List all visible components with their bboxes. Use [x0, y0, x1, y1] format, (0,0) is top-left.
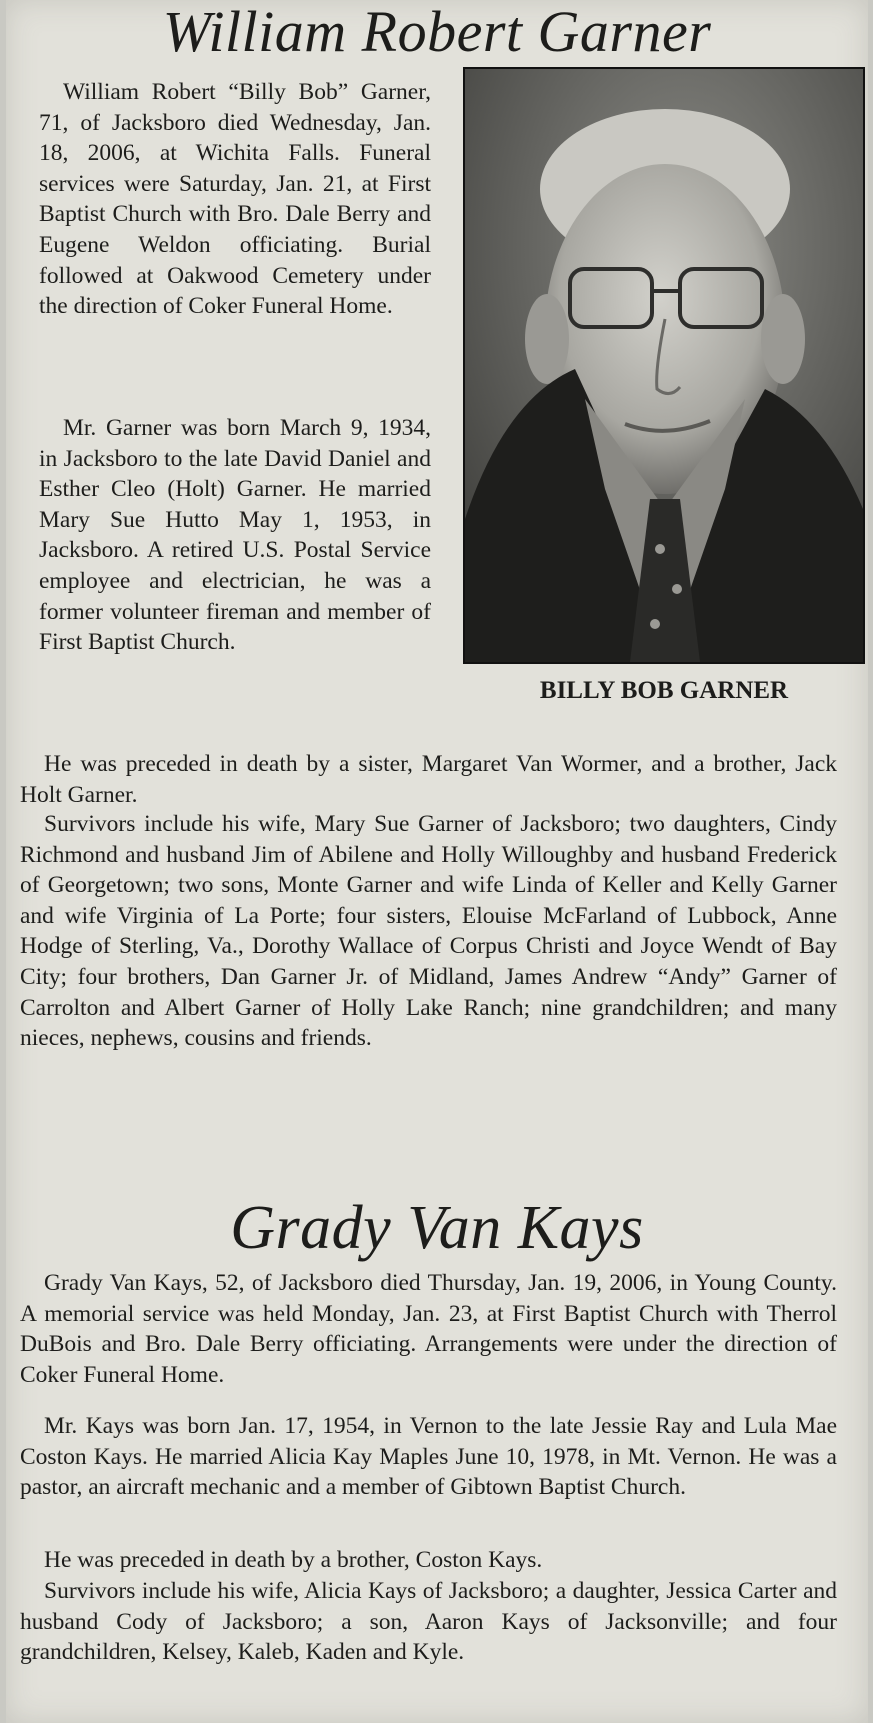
obituary-2-headline: Grady Van Kays	[230, 1194, 644, 1262]
obituary-1-paragraph: William Robert “Billy Bob” Garner, 71, of Jacksboro died Wednesday, Jan. 18, 2006, at Wichita Falls. Funeral services were Saturday, Jan. 21, at First Baptist Church with Bro. Dale Berry and Eugene Weldon officiating. Burial followed at Oakwood Cemetery under the direction of Coker Funeral Home.	[39, 79, 431, 320]
obituary-1-paragraph: Mr. Garner was born March 9, 1934, in Jacksboro to the late David Daniel and Esther Cleo (Holt) Garner. He married Mary Sue Hutto May 1, 1953, in Jacksboro. A retired U.S. Postal Service employee and electrician, he was a former volunteer fireman and member of First Baptist Church.	[39, 415, 431, 656]
obituary-2-paragraph: Grady Van Kays, 52, of Jacksboro died Thursday, Jan. 19, 2006, in Young County. A memorial service was held Monday, Jan. 23, at First Baptist Church with Therrol DuBois and Bro. Dale Berry officiating. Arrangements were under the direction of Coker Funeral Home.	[20, 1270, 837, 1388]
photo-caption: BILLY BOB GARNER	[539, 677, 789, 704]
obituary-1-paragraph: He was preceded in death by a sister, Margaret Van Wormer, and a brother, Jack Holt Garner.	[20, 751, 837, 808]
portrait-image	[465, 69, 863, 662]
obituary-1-paragraph: Survivors include his wife, Mary Sue Garner of Jacksboro; two daughters, Cindy Richmond and husband Jim of Abilene and Holly Willoughby and husband Frederick of Georgetown; two sons, Monte Garner and wife Linda of Keller and Kelly Garner and wife Virginia of La Porte; four sisters, Elouise McFarland of Lubbock, Anne Hodge of Sterling, Va., Dorothy Wallace of Corpus Christi and Joyce Wendt of Bay City; four brothers, Dan Garner Jr. of Midland, James Andrew “Andy” Garner of Carrolton and Albert Garner of Holly Lake Ranch; nine grandchildren; and many nieces, nephews, cousins and friends.	[20, 811, 837, 1052]
obituary-2-paragraph: He was preceded in death by a brother, Coston Kays.	[44, 1547, 543, 1573]
obituary-1-headline: William Robert Garner	[162, 0, 712, 64]
obituary-2-paragraph: Mr. Kays was born Jan. 17, 1954, in Vernon to the late Jessie Ray and Lula Mae Coston Kays. He married Alicia Kay Maples June 10, 1978, in Mt. Vernon. He was a pastor, an aircraft mechanic and a member of Gibtown Baptist Church.	[20, 1413, 837, 1501]
portrait-photo	[463, 67, 865, 664]
newspaper-clipping	[6, 0, 868, 1723]
obituary-2-paragraph: Survivors include his wife, Alicia Kays of Jacksboro; a daughter, Jessica Carter and husband Cody of Jacksboro; a son, Aaron Kays of Jacksonville; and four grandchildren, Kelsey, Kaleb, Kaden and Kyle.	[20, 1578, 837, 1666]
